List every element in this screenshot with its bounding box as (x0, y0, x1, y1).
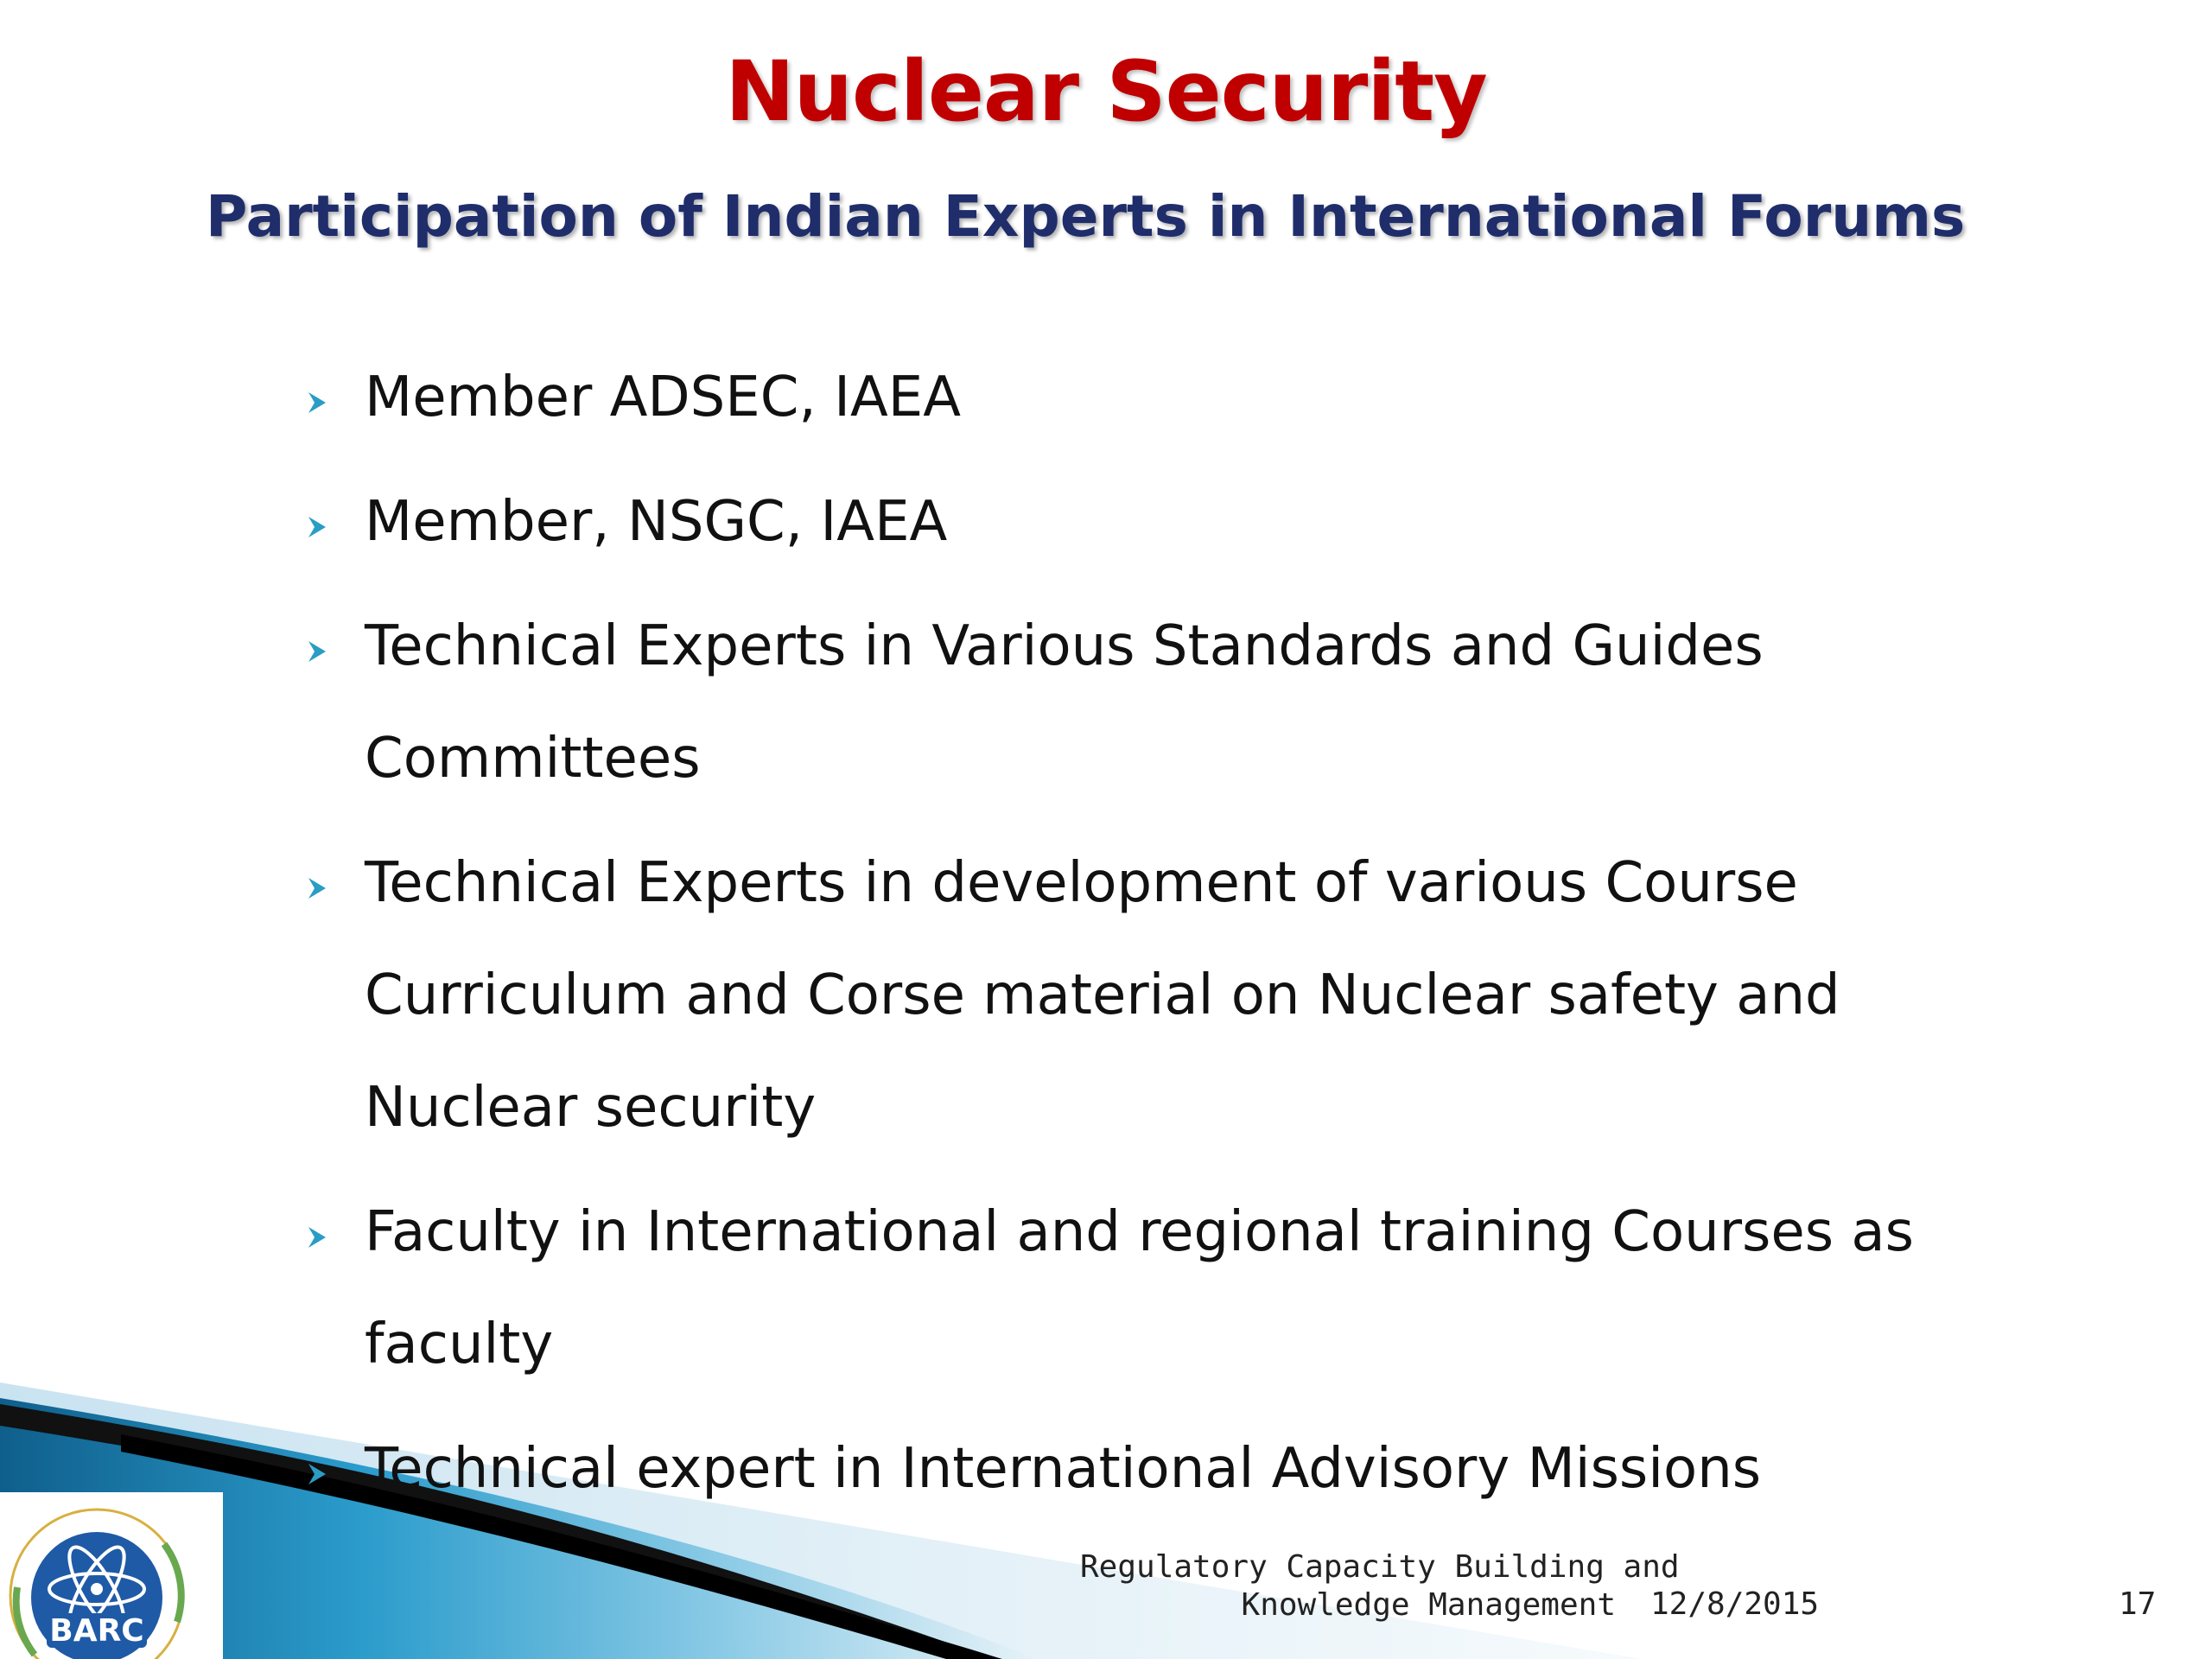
bullet-text: Technical Experts in development of various Course Curriculum and Corse material on Nuclear safety and Nuclear security (365, 851, 1840, 1140)
bullet-text: Technical Experts in Various Standards and Guides Committees (365, 614, 1764, 791)
slide-subtitle: Participation of Indian Experts in International Forums (206, 183, 1966, 250)
footer-date: 12/8/2015 (1650, 1586, 1820, 1622)
chevron-right-arrow-icon (307, 390, 329, 416)
chevron-right-arrow-icon (307, 1461, 329, 1487)
barc-atom-logo-icon (0, 1492, 223, 1659)
chevron-right-arrow-icon (307, 875, 329, 901)
footer-title-line2: Knowledge Management (1241, 1587, 1616, 1623)
bullet-item (307, 590, 2069, 815)
slide-number: 17 (2119, 1586, 2157, 1622)
logo-text: BARC (49, 1613, 144, 1649)
chevron-right-arrow-icon (307, 514, 329, 540)
footer-title-line1: Regulatory Capacity Building and (1080, 1549, 1680, 1585)
chevron-right-arrow-icon (307, 639, 329, 664)
bullet-item (307, 466, 2069, 578)
bullet-text: Member ADSEC, IAEA (365, 365, 961, 429)
bullet-text: Technical expert in International Advisory Missions (365, 1437, 1762, 1501)
slide-title: Nuclear Security (725, 43, 1487, 140)
bullet-item (307, 341, 2069, 454)
bullet-text: Faculty in International and regional training Courses as faculty (365, 1200, 1914, 1376)
bullet-item (307, 1176, 2069, 1401)
chevron-right-arrow-icon (307, 1224, 329, 1250)
bullet-list (307, 341, 2069, 1537)
bullet-text: Member, NSGC, IAEA (365, 490, 948, 554)
bullet-item (307, 827, 2069, 1164)
barc-logo (0, 1492, 223, 1659)
bullet-item (307, 1413, 2069, 1525)
footer-title (1080, 1548, 1680, 1624)
